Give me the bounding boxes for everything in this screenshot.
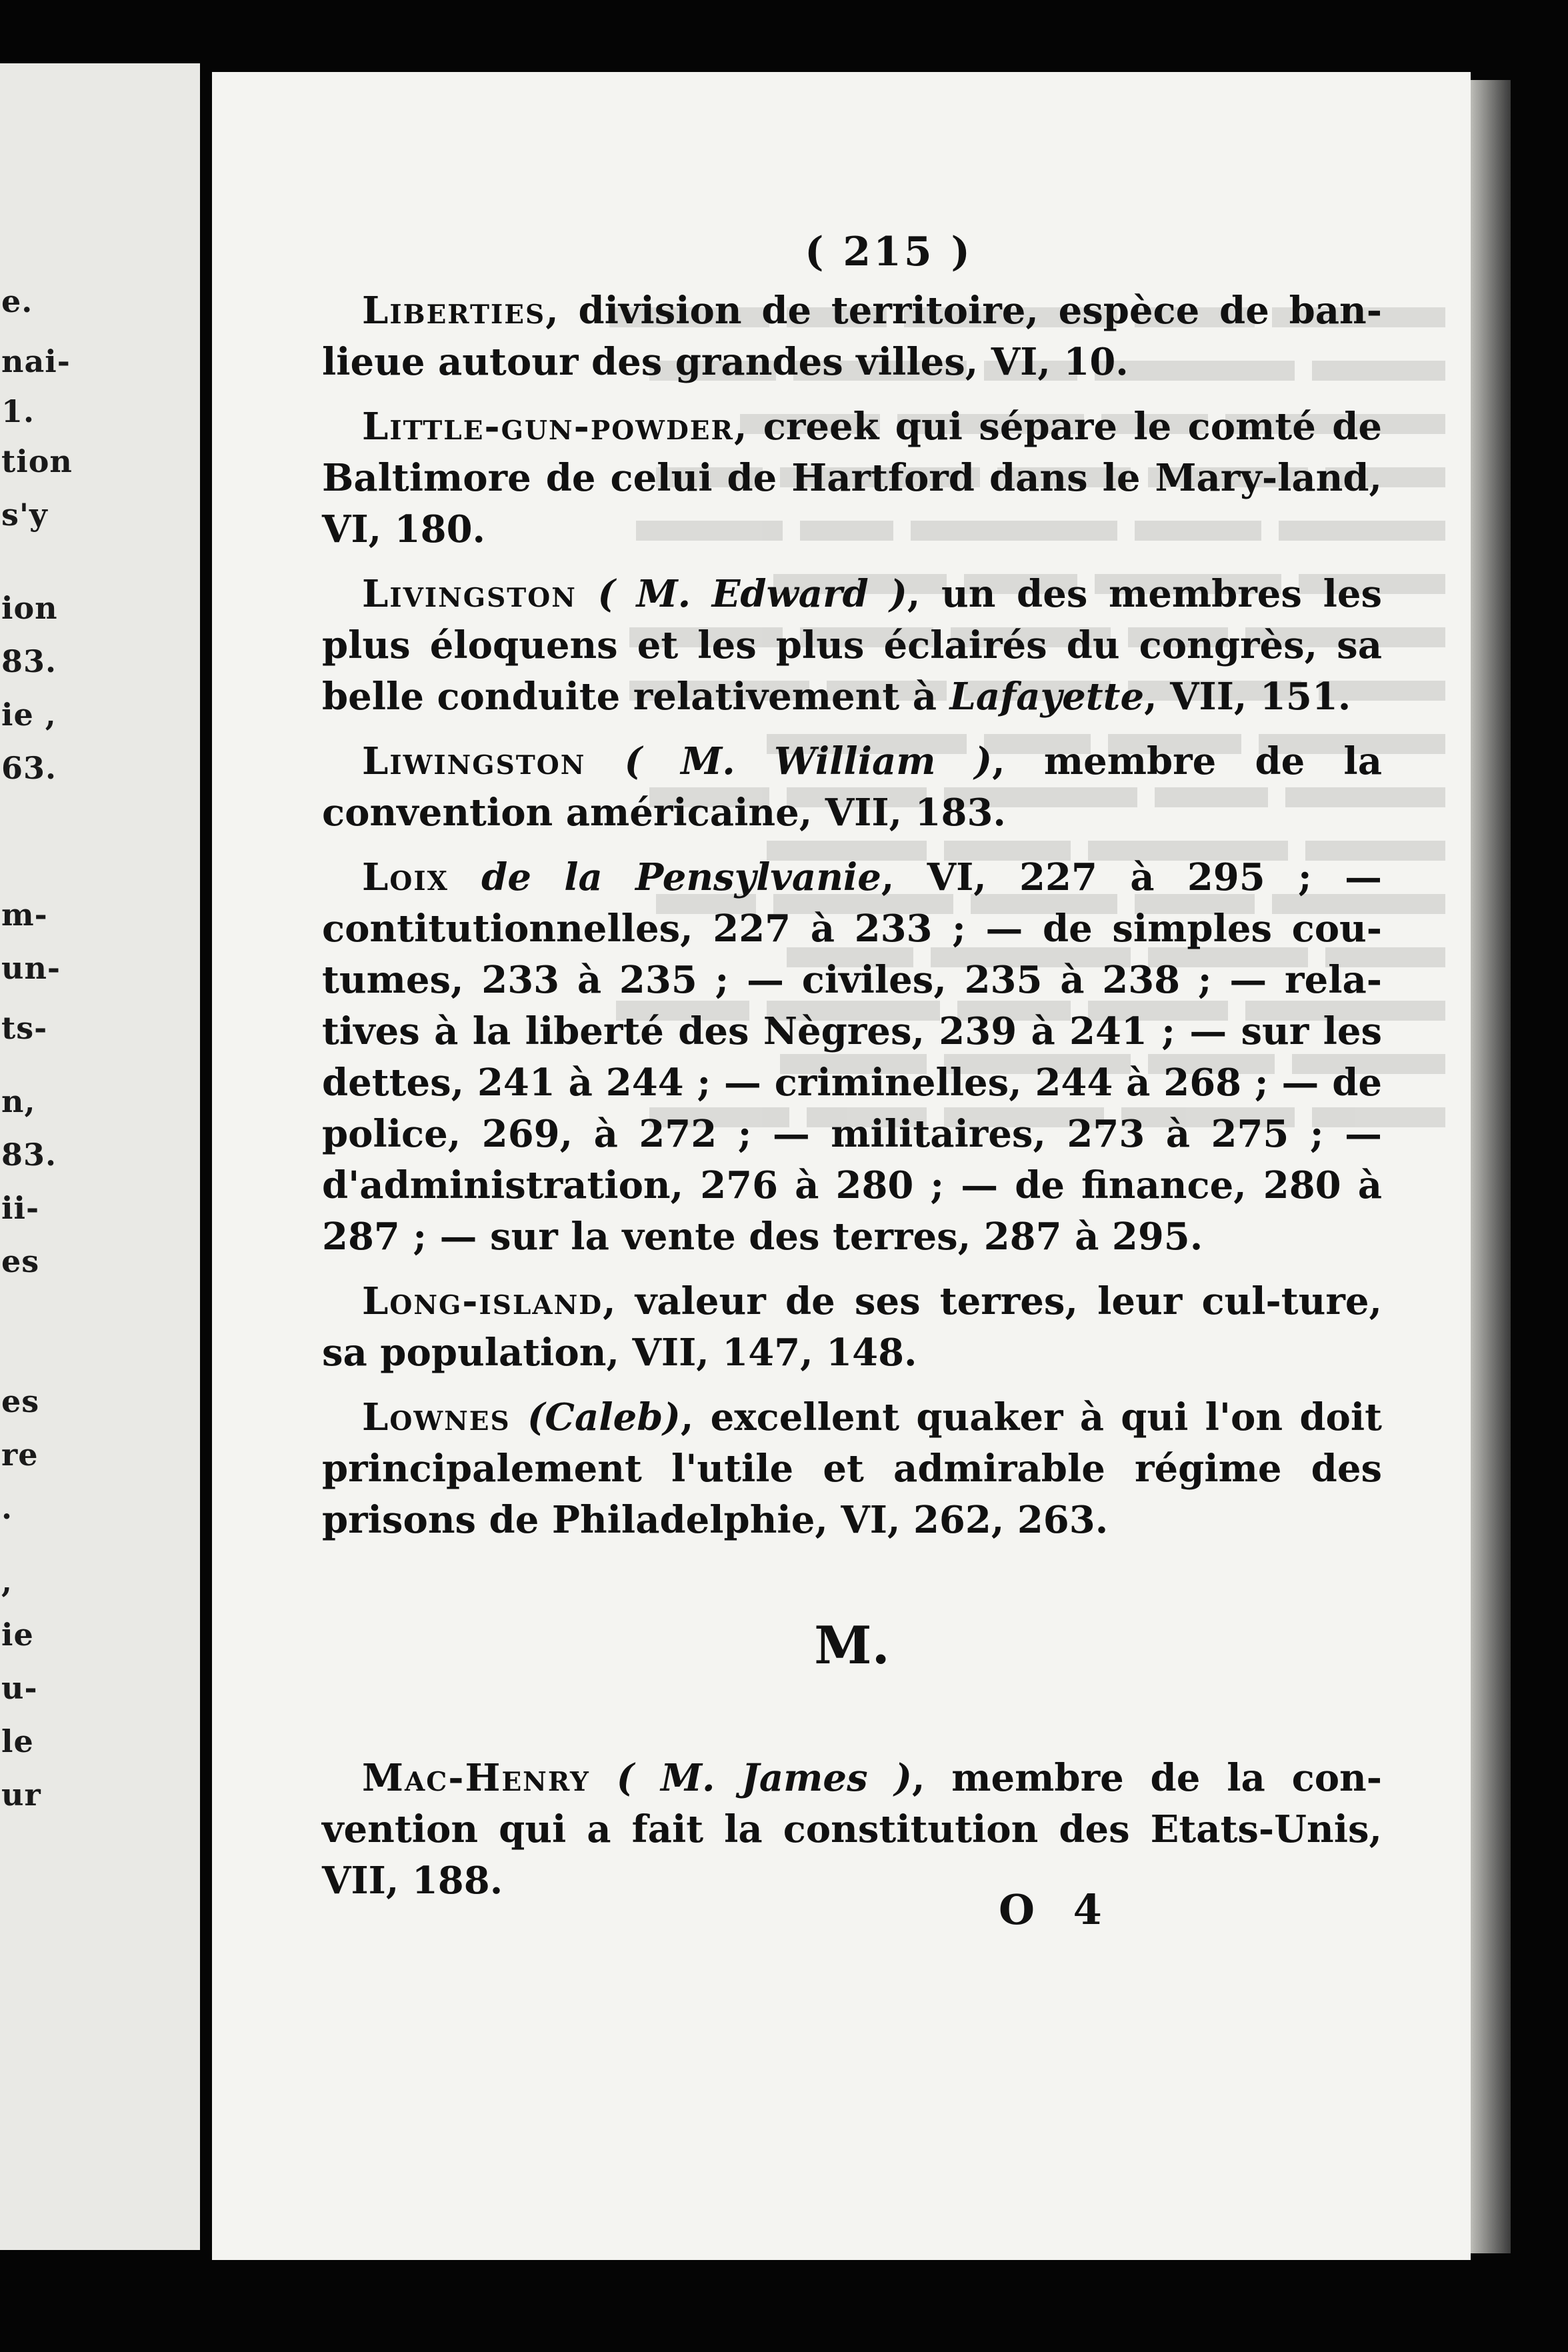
index-entry [322,401,1382,555]
index-term: Lownes [362,1395,511,1439]
index-entry-text: , division de territoire, espèce de ban-lieue autour des grandes villes, VI, 10. [322,289,1382,384]
index-entry-text: , membre de la convention américaine, VII, 183. [322,739,1382,835]
index-term: Mac-Henry [362,1756,590,1800]
index-entry-text: , valeur de ses terres, leur cul-ture, sa population, VII, 147, 148. [322,1279,1382,1375]
index-term: Loix [362,855,449,899]
index-term: Liwingston [362,739,586,783]
left-page-text-fragment: n, [1,1083,36,1119]
left-page-text-fragment: , [1,1563,13,1599]
left-page-text-fragment: 63. [1,750,57,786]
index-term: Livingston [362,572,577,616]
index-term: Long-island [362,1279,603,1323]
index-entry-italic-text: ( M. James ) [589,1756,912,1800]
index-entry-text: , excellent quaker à qui l'on doit principalement l'utile et admirable régime des prisons de Philadelphie, VI, 262, 263. [322,1395,1383,1542]
left-page-text-fragment: es [1,1243,40,1279]
page-text [322,219,1382,1920]
left-page-text-fragment: m- [1,897,48,933]
left-page-text-fragment: un- [1,950,61,986]
left-page-text-fragment: tion [1,443,73,479]
index-entry [322,1276,1382,1379]
index-entry-italic-text: de la Pensylvanie [448,855,881,899]
left-page-text-fragment: ts- [1,1010,48,1046]
index-entry-text: , un des membres les plus éloquens et les plus éclairés du congrès, sa belle conduite relativement à [322,572,1383,719]
left-page-text-fragment: ie [1,1617,34,1653]
index-entry [322,285,1382,388]
left-page-text-fragment: s'y [1,497,48,533]
index-entries-l [322,285,1382,1546]
index-entry-italic-text: ( M. William ) [585,739,993,783]
page-edge-shadow [1471,80,1511,2253]
index-entry [322,736,1382,839]
index-entry-italic-text: ( M. Edward ) [576,572,907,616]
left-page-text-fragment: re [1,1437,39,1473]
left-page-text-fragment: ii- [1,1190,40,1226]
left-page-text-fragment: ie , [1,697,57,733]
left-page-text-fragment: ion [1,590,58,626]
index-entry-text: , VI, 227 à 295 ; — contitutionnelles, 227 à 233 ; — de simples cou-tumes, 233 à 235 ; — civiles, 235 à 238 ; — rela-tives à la liberté des Nègres, 239 à 241 ; — sur les dettes, 241 à 244 ; — criminelles, 244 à 268 ; — de police, 269, à 272 ; — militaires, 273 à 275 ; — d'administration, 276 à 280 ; — de finance, 280 à 287 ; — sur la vente des terres, 287 à 295. [322,855,1382,1259]
index-entry-text: , creek qui sépare le comté de Baltimore de celui de Hartford dans le Mary-land, VI, 180. [322,405,1382,551]
left-page-text-fragment: ur [1,1777,41,1813]
index-entry [322,852,1382,1263]
index-term: Little-gun-powder [362,405,734,449]
book-page [212,72,1471,2260]
left-page-text-fragment: es [1,1383,40,1419]
index-term: Liberties [362,289,546,333]
left-page-text-fragment: 83. [1,1137,57,1173]
left-page-text-fragment: 1. [1,393,35,429]
left-page-fragment [0,63,200,2250]
left-page-text-fragment: u- [1,1670,38,1706]
index-entries-m [322,1753,1382,1907]
index-entry-text: , membre de la con-vention qui a fait la constitution des Etats-Unis, VII, 188. [322,1756,1382,1903]
page-number-header: ( 215 ) [805,229,973,275]
signature-mark: O 4 [999,1885,1114,1934]
section-letter: M. [814,1615,890,1676]
index-entry [322,569,1382,723]
left-page-text-fragment: 83. [1,643,57,679]
index-entry-italic-text: (Caleb) [510,1395,681,1439]
left-page-text-fragment: le [1,1723,34,1759]
index-entry-italic-text: Lafayette [949,675,1145,719]
left-page-text-fragment: e. [1,283,33,319]
index-entry-text: , VII, 151. [1144,675,1351,719]
index-entry [322,1392,1382,1546]
index-entry [322,1753,1382,1907]
left-page-text-fragment: nai- [1,343,71,379]
left-page-text-fragment: . [1,1490,13,1526]
